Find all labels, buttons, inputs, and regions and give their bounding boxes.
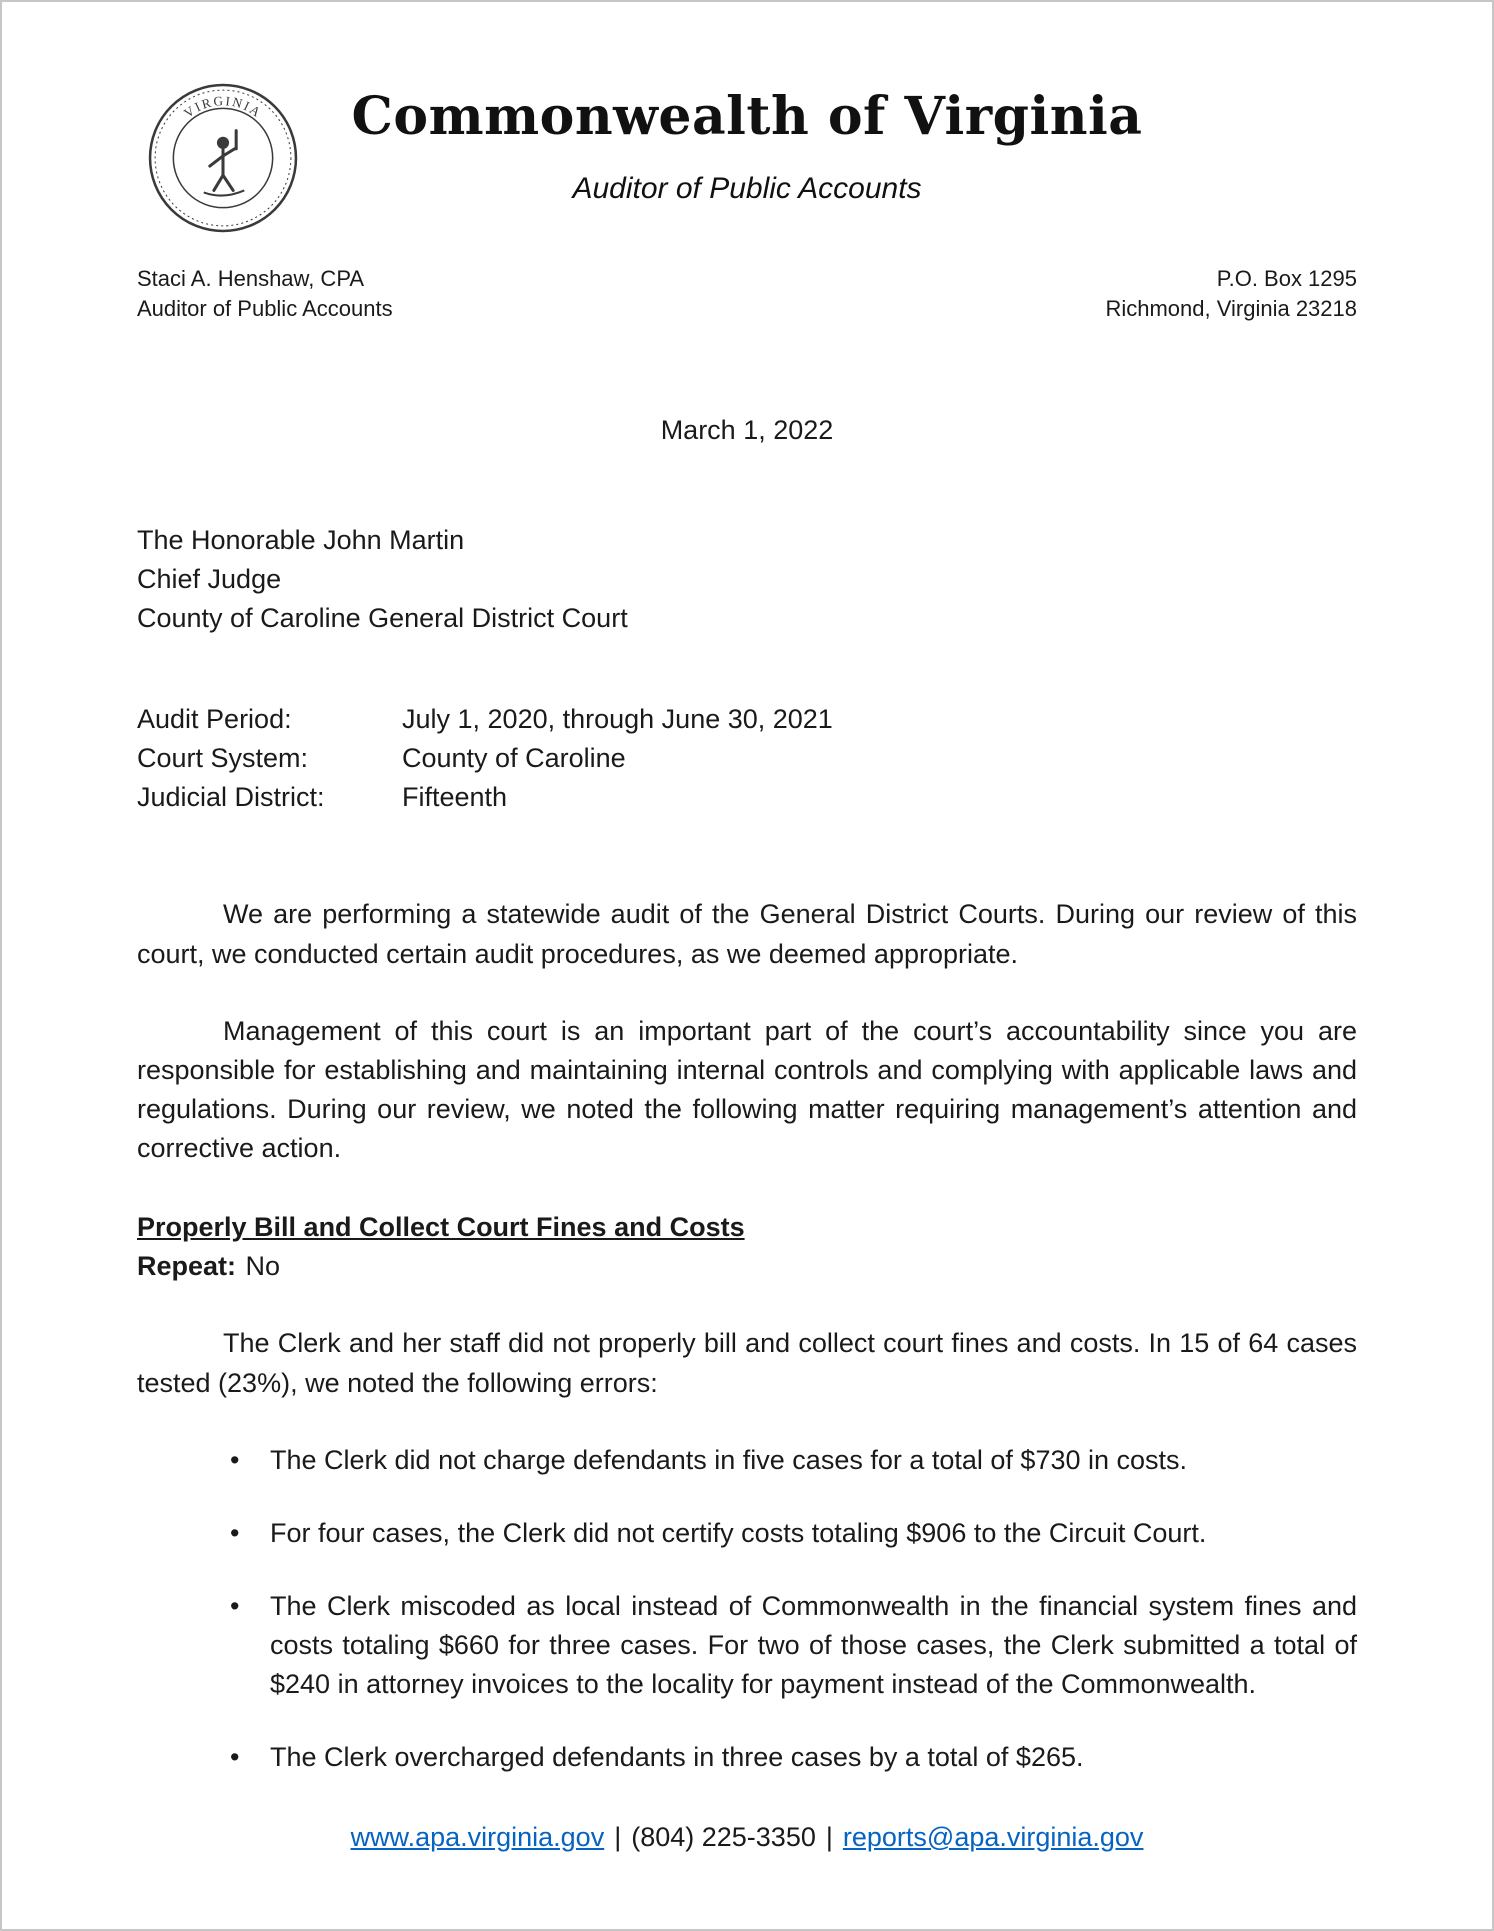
recipient-name: The Honorable John Martin (137, 524, 465, 555)
finding-bullet: • For four cases, the Clerk did not certify costs totaling $906 to the Circuit Court. (137, 1514, 1357, 1553)
footer-separator: | (614, 1821, 622, 1852)
official-title: Auditor of Public Accounts (137, 295, 393, 321)
letterhead (137, 82, 1357, 262)
finding-intro-paragraph: The Clerk and her staff did not properly bill and collect court fines and costs. In 15 of 64 cases tested (23%), we noted the following errors: (137, 1328, 1357, 1398)
finding-bullet: • The Clerk overcharged defendants in three cases by a total of $265. (137, 1738, 1357, 1777)
email-link[interactable]: reports@apa.virginia.gov (842, 1821, 1144, 1852)
body-paragraph: Management of this court is an important part of the court’s accountability since you are responsible for establishing and maintaining internal controls and complying with applicable laws and regulations. During our review, we noted the following matter requiring management’s attention and corrective action. (137, 1015, 1357, 1164)
phone-number: (804) 225-3350 (631, 1821, 816, 1852)
org-name: Commonwealth of Virginia (351, 86, 1143, 147)
court-system-label: Court System: (137, 743, 309, 774)
po-box: P.O. Box 1295 (1216, 266, 1357, 291)
repeat-line (137, 1247, 1357, 1286)
letterhead-contact-row (137, 264, 1357, 323)
finding-bullet: • The Clerk did not charge defendants in five cases for a total of $730 in costs. (137, 1441, 1357, 1480)
recipient-block (137, 521, 1357, 638)
finding-heading: Properly Bill and Collect Court Fines and Costs (137, 1212, 745, 1243)
repeat-value: No (245, 1251, 280, 1282)
audit-info-row (137, 700, 1357, 739)
letter-date: March 1, 2022 (660, 415, 834, 446)
audit-period-label: Audit Period: (137, 703, 292, 734)
city-state-zip: Richmond, Virginia 23218 (1105, 295, 1357, 321)
footer-separator: | (825, 1821, 833, 1852)
audit-info-row (137, 778, 1357, 817)
audit-info-block (137, 700, 1357, 817)
org-subtitle: Auditor of Public Accounts (572, 172, 922, 206)
website-link[interactable]: www.apa.virginia.gov (350, 1821, 605, 1852)
repeat-label: Repeat: (137, 1251, 237, 1282)
recipient-court: County of Caroline General District Court (137, 602, 628, 633)
body-paragraph: We are performing a statewide audit of the General District Courts. During our review of this court, we conducted certain audit procedures, as we deemed appropriate. (137, 899, 1357, 969)
official-name: Staci A. Henshaw, CPA (137, 266, 365, 291)
court-system-value: County of Caroline (402, 743, 626, 774)
official-block (137, 264, 393, 323)
finding-bullet: • The Clerk miscoded as local instead of Commonwealth in the financial system fines and costs totaling $660 for three cases. For two of those cases, the Clerk submitted a total of $240 in attorney invoices to the locality for payment instead of the Commonwealth. (137, 1587, 1357, 1704)
address-block (1105, 264, 1357, 323)
judicial-district-value: Fifteenth (402, 782, 508, 813)
finding-bullet-list (137, 1441, 1357, 1778)
virginia-state-seal-icon (147, 82, 299, 234)
judicial-district-label: Judicial District: (137, 782, 325, 813)
recipient-title: Chief Judge (137, 563, 282, 594)
audit-info-row (137, 739, 1357, 778)
footer (2, 1818, 1492, 1857)
seal-text: VIRGINIA (180, 93, 266, 121)
audit-period-value: July 1, 2020, through June 30, 2021 (402, 703, 833, 734)
